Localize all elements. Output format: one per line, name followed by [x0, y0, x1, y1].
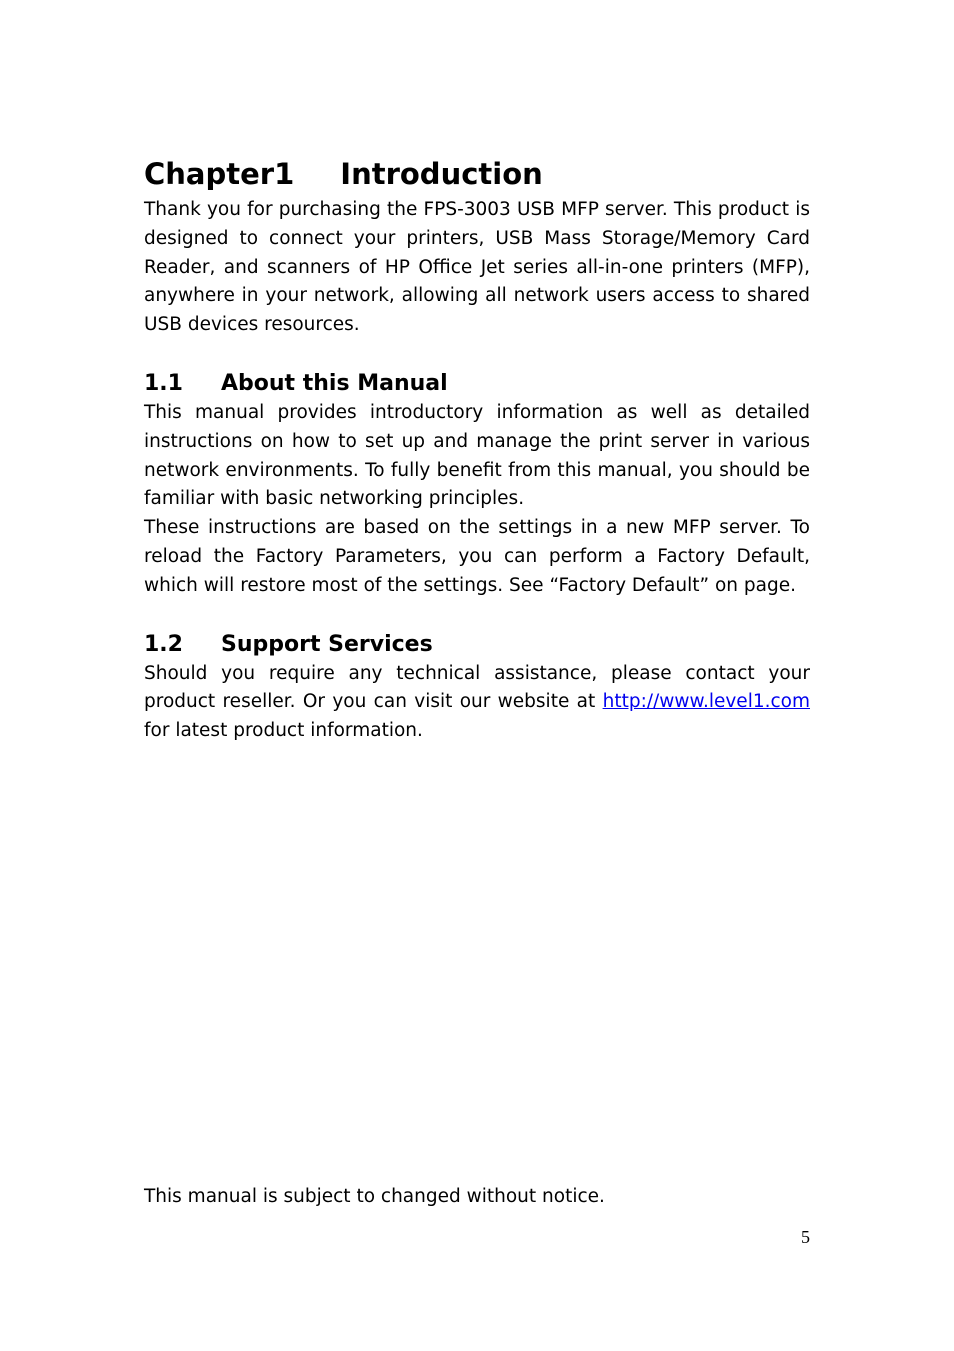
footer-note: This manual is subject to changed without notice. — [144, 1186, 605, 1207]
about-paragraph-1: This manual provides introductory information as well as detailed instructions on how to set up and manage the print server in various network environments. To fully benefit from this manual, you should be familiar with basic networking principles. — [144, 401, 810, 510]
page-number: 5 — [801, 1227, 810, 1247]
support-text-before-link: Should you require any technical assistance, please contact your product reseller. Or you can visit our website at — [144, 662, 810, 713]
section-number: 1.1 — [144, 370, 183, 396]
chapter-title: Introduction — [340, 157, 543, 191]
section-number: 1.2 — [144, 631, 183, 657]
section-heading-about — [144, 369, 810, 399]
intro-paragraph: Thank you for purchasing the FPS-3003 USB MFP server. This product is designed to connect your printers, USB Mass Storage/Memory Card Reader, and scanners of HP Office Jet series all-in-one printers (MFP), anywhere in your network, allowing all network users access to shared USB devices resources. — [144, 199, 810, 336]
chapter-heading — [144, 152, 810, 196]
document-body — [144, 152, 810, 746]
support-text-after-link: for latest product information. — [144, 720, 423, 742]
chapter-label: Chapter1 — [144, 157, 295, 191]
section-heading-support — [144, 630, 810, 660]
section-title: About this Manual — [221, 370, 448, 396]
section-title: Support Services — [221, 631, 433, 657]
about-paragraph-2: These instructions are based on the settings in a new MFP server. To reload the Factory Parameters, you can perform a Factory Default, which will restore most of the settings. See “Factory Default” on page. — [144, 517, 810, 596]
website-link[interactable]: http://www.level1.com — [602, 691, 810, 713]
support-paragraph — [144, 660, 810, 746]
